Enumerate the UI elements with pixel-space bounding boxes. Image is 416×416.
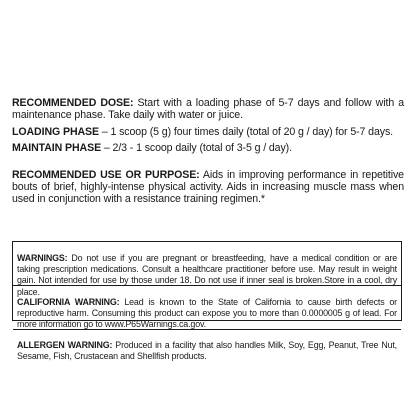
warnings-box [12,241,402,362]
recommended-use-text: Aids in improving performance in repetitive bouts of brief, highly-intense physical activity. Aids in increasing muscle mass when used in conjunction with a resistance training regimen.* [12,169,404,206]
california-warning-text: Lead is known to the State of California to cause birth defects or reproductive harm. Consuming this product can expose you to more than 0.0000005 g of lead. For more information go to www.P65Warnings.ca.gov. [17,296,397,330]
loading-phase-paragraph [12,126,404,138]
california-divider [13,329,401,330]
allergen-warning-text: Produced in a facility that also handles Milk, Soy, Egg, Peanut, Tree Nut, Sesame, Fish, Crustacean and Shellfish products. [17,339,397,362]
recommended-dose-paragraph [12,97,404,121]
loading-phase-text: – 1 scoop (5 g) four times daily (total of 20 g / day) for 5-7 days. [101,126,393,138]
warnings-text: Do not use if you are pregnant or breastfeeding, have a medical condition or are taking prescription medications. Consult a healthcare practitioner before use. May result in weight gain. Not intended for use by those under 18. Do not use if inner seal is broken.Store in a cool, dry place. [17,252,397,297]
warnings-paragraph [17,253,397,298]
maintain-phase-paragraph [12,142,404,154]
maintain-phase-label: MAINTAIN PHASE [12,142,102,154]
loading-phase-label: LOADING PHASE [12,126,99,138]
california-warning-label: CALIFORNIA WARNING: [17,296,120,307]
recommended-dose-label: RECOMMENDED DOSE: [12,97,134,109]
warnings-label: WARNINGS: [17,252,68,263]
allergen-warning-label: ALLERGEN WARNING: [17,339,113,350]
california-warning-paragraph [17,297,397,331]
maintain-phase-text: – 2/3 - 1 scoop daily (total of 3-5 g / day). [103,142,292,154]
recommended-dose-text: Start with a loading phase of 5-7 days and follow with a maintenance phase. Take daily with water or juice. [12,97,404,122]
recommended-use-label: RECOMMENDED USE OR PURPOSE: [12,169,200,181]
recommended-use-paragraph [12,169,404,206]
warnings-divider [13,285,401,286]
allergen-warning-paragraph [17,340,397,362]
